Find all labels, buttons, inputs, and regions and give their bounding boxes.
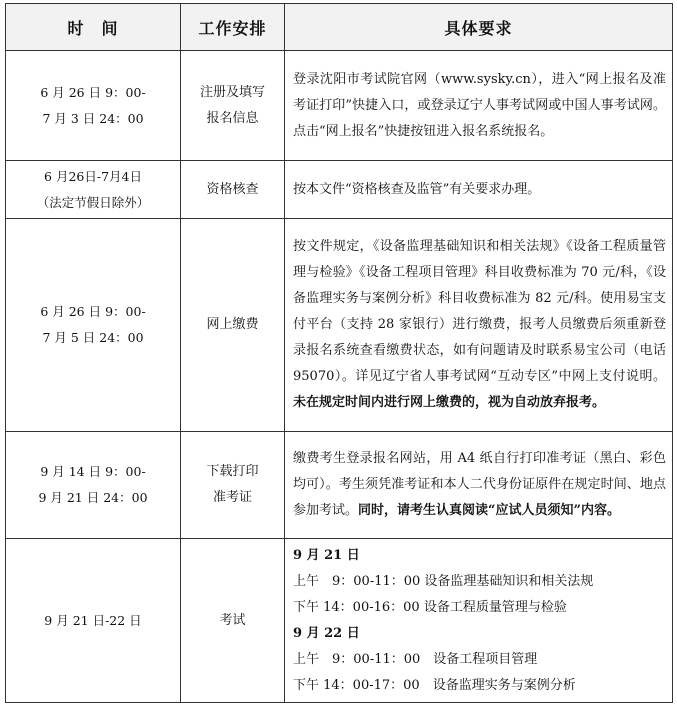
time-line: 6 月26日-7月4日 [44,168,142,184]
header-requirements: 具体要求 [285,4,673,51]
requirement-cell [285,219,673,432]
requirement-bold-text: 同时，请考生认真阅读“应试人员须知”内容。 [358,503,620,518]
time-line: 6 月 26 日 9：00- [40,304,146,319]
header-time: 时 间 [6,4,181,51]
exam-session: 下午 14：00-16：00 设备工程质量管理与检验 [293,599,567,615]
time-line: 6 月 26 日 9：00- [40,84,146,100]
time-cell [6,432,181,539]
table-row-payment [6,219,673,432]
arrangement-cell [181,432,285,539]
arrangement-line: 准考证 [212,490,252,505]
time-cell [6,161,181,219]
exam-date: 9 月 21 日 [293,547,360,563]
requirement-cell [285,161,673,219]
time-cell [6,219,181,432]
requirement-cell [285,51,673,161]
requirement-cell [285,432,673,539]
arrangement-line: 注册及填写 [199,84,265,100]
table-row-exam [6,539,673,703]
requirement-text: 按本文件“资格核查及监管”有关要求办理。 [293,181,541,197]
requirement-bold-text: 未在规定时间内进行网上缴费的，视为自动放弃报考。 [293,395,606,410]
time-line: 9 月 14 日 9：00- [40,464,146,479]
arrangement-line: 网上缴费 [206,317,259,332]
arrangement-cell [181,539,285,703]
requirement-text: 缴费考生登录报名网站，用 A4 纸自行打印准考证（黑白、彩色均可）。考生须凭准考证和本人二代身份证原件在规定时间、地点参加考试。 [293,451,666,518]
exam-session: 下午 14：00-17：00 设备监理实务与案例分析 [293,677,576,693]
arrangement-cell [181,161,285,219]
requirement-text: 登录沈阳市考试院官网（www.sysky.cn），进入“网上报名及准考证打印”快捷入口，或登录辽宁人事考试网或中国人事考试网。点击“网上报名”快捷按钮进入报名系统报名。 [293,71,666,139]
arrangement-line: 下载打印 [206,464,259,479]
time-line: 9 月 21 日 24：00 [38,490,148,505]
header-arrangement: 工作安排 [181,4,285,51]
time-line: 7 月 5 日 24：00 [42,330,144,345]
arrangement-cell [181,51,285,161]
time-line: 7 月 3 日 24：00 [42,110,144,126]
time-line: 9 月 21 日-22 日 [44,612,142,628]
requirement-cell [285,539,673,703]
time-cell [6,539,181,703]
table-header-row [6,4,673,51]
time-line: （法定节假日除外） [36,194,150,210]
arrangement-line: 考试 [219,612,246,628]
exam-session: 上午 9：00-11：00 设备监理基础知识和相关法规 [293,573,594,589]
arrangement-line: 报名信息 [206,110,259,126]
table-row-qualification [6,161,673,219]
table-row-admission-ticket [6,432,673,539]
exam-session: 上午 9：00-11：00 设备工程项目管理 [293,651,538,667]
requirement-text: 按文件规定，《设备监理基础知识和相关法规》《设备工程质量管理与检验》《设备工程项目管理》科目收费标准为 70 元/科，《设备监理实务与案例分析》科目收费标准为 82 元/科。使用易宝支付平台（支持 28 家银行）进行缴费，报考人员缴费后须重新登录报名系统查看缴费状态，如有问题请及时联系易宝公司（电话 95070）。详见辽宁省人事考试网“互动专区”中网上支付说明。 [293,239,666,384]
exam-date: 9 月 22 日 [293,625,360,641]
table-row-registration [6,51,673,161]
arrangement-line: 资格核查 [206,181,259,197]
exam-schedule-table [5,3,673,703]
time-cell [6,51,181,161]
arrangement-cell [181,219,285,432]
